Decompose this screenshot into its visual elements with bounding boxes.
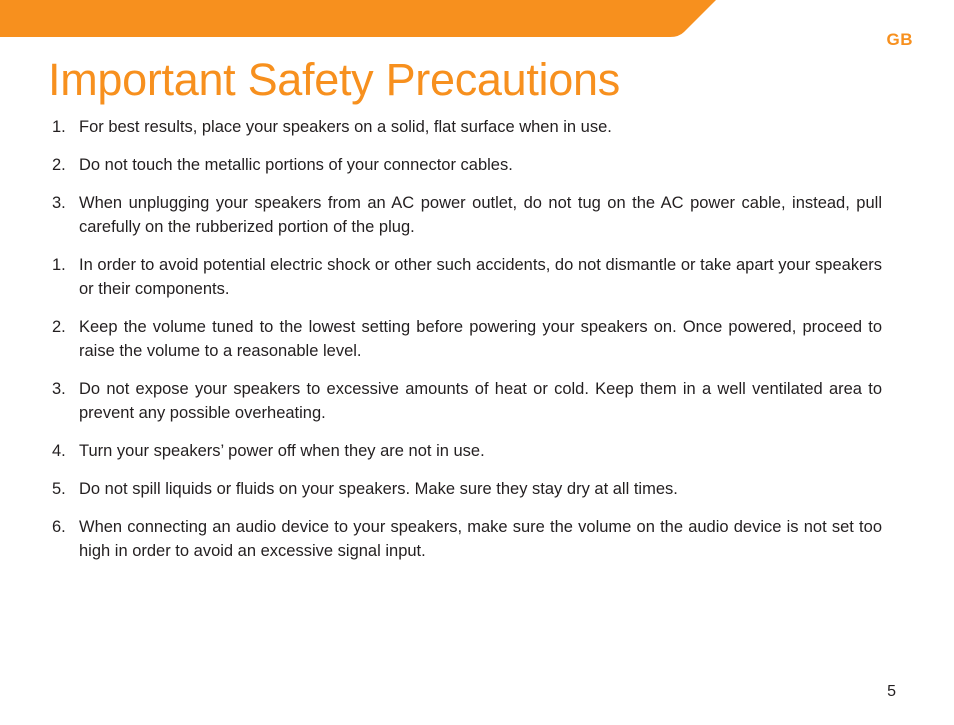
- item-text: When connecting an audio device to your speakers, make sure the volume on the audio device is not set too high in order to avoid an excessive signal input.: [79, 518, 882, 560]
- list-item: [0, 477, 954, 501]
- list-item: [0, 439, 954, 463]
- list-item: [0, 115, 954, 139]
- list-item: [0, 153, 954, 177]
- page-number: 5: [887, 683, 896, 700]
- list-item: [0, 191, 954, 239]
- list-item: [0, 315, 954, 363]
- item-text: In order to avoid potential electric shock or other such accidents, do not dismantle or take apart your speakers or their components.: [79, 256, 882, 298]
- list-item: [0, 515, 954, 563]
- item-number: 1.: [52, 118, 66, 136]
- precautions-list: [0, 115, 954, 577]
- page-title: Important Safety Precautions: [48, 54, 620, 105]
- orange-header-shape: [0, 0, 716, 37]
- item-text: Do not expose your speakers to excessive amounts of heat or cold. Keep them in a well ventilated area to prevent any possible overheating.: [79, 380, 882, 422]
- orange-header-band: [0, 0, 954, 40]
- item-text: When unplugging your speakers from an AC power outlet, do not tug on the AC power cable, instead, pull carefully on the rubberized portion of the plug.: [79, 194, 882, 236]
- item-number: 1.: [52, 256, 66, 274]
- item-text: Turn your speakers’ power off when they are not in use.: [79, 442, 485, 460]
- list-item: [0, 253, 954, 301]
- item-number: 5.: [52, 480, 66, 498]
- item-text: Do not touch the metallic portions of your connector cables.: [79, 156, 513, 174]
- item-text: Keep the volume tuned to the lowest setting before powering your speakers on. Once powered, proceed to raise the volume to a reasonable level.: [79, 318, 882, 360]
- item-number: 6.: [52, 518, 66, 536]
- language-badge: GB: [886, 30, 913, 49]
- item-text: Do not spill liquids or fluids on your speakers. Make sure they stay dry at all times.: [79, 480, 678, 498]
- item-number: 2.: [52, 156, 66, 174]
- item-number: 3.: [52, 380, 66, 398]
- item-number: 3.: [52, 194, 66, 212]
- item-number: 2.: [52, 318, 66, 336]
- item-number: 4.: [52, 442, 66, 460]
- list-item: [0, 377, 954, 425]
- item-text: For best results, place your speakers on a solid, flat surface when in use.: [79, 118, 612, 136]
